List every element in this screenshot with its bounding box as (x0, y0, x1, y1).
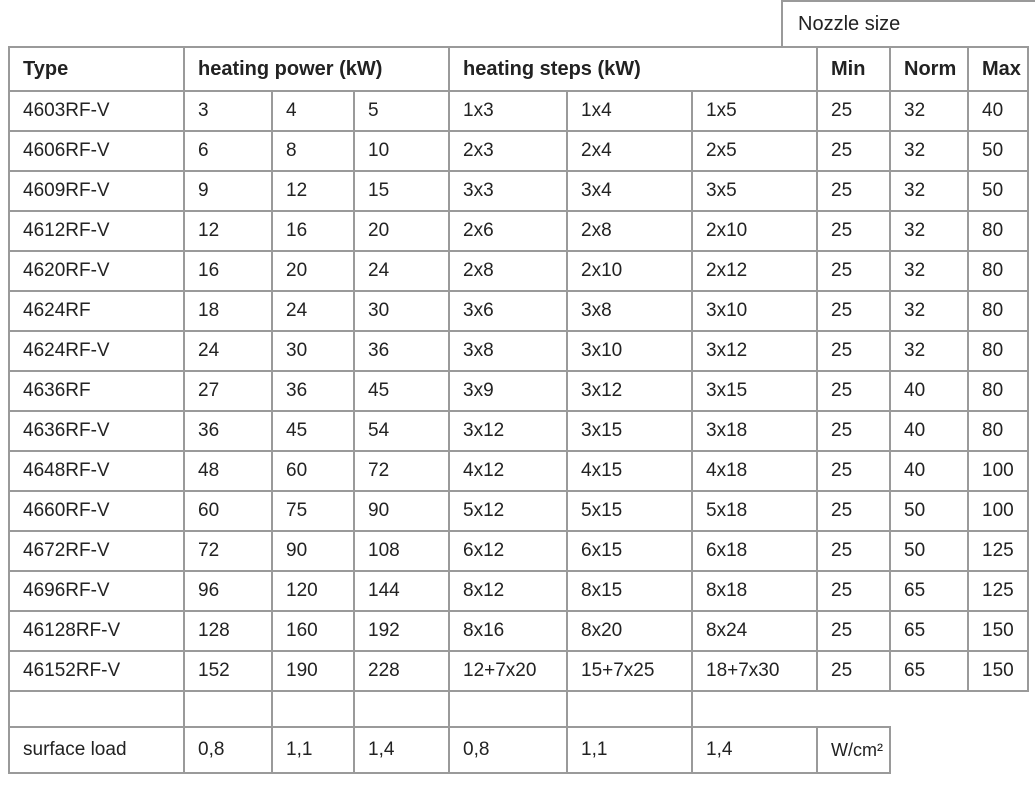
cell-steps-1: 8x12 (449, 571, 567, 611)
cell-power-1: 12 (184, 211, 272, 251)
cell-surface-steps-2: 1,1 (567, 727, 692, 773)
spacer-cell-nozzle-max (968, 691, 1028, 727)
nozzle-size-banner (781, 0, 1035, 46)
cell-nozzle-norm: 32 (890, 251, 968, 291)
table-row (9, 411, 1028, 451)
header-nozzle-norm: Norm (890, 47, 968, 91)
cell-nozzle-norm: 65 (890, 651, 968, 691)
cell-steps-1: 8x16 (449, 611, 567, 651)
cell-power-1: 6 (184, 131, 272, 171)
cell-nozzle-norm: 32 (890, 171, 968, 211)
cell-power-3: 108 (354, 531, 449, 571)
table-row (9, 171, 1028, 211)
cell-power-3: 45 (354, 371, 449, 411)
cell-power-3: 90 (354, 491, 449, 531)
cell-type: 4636RF-V (9, 411, 184, 451)
cell-nozzle-min: 25 (817, 611, 890, 651)
cell-surface-power-2: 1,1 (272, 727, 354, 773)
cell-surface-power-1: 0,8 (184, 727, 272, 773)
cell-nozzle-max: 100 (968, 451, 1028, 491)
cell-steps-3: 2x5 (692, 131, 817, 171)
cell-power-1: 18 (184, 291, 272, 331)
cell-power-2: 24 (272, 291, 354, 331)
cell-type: 4672RF-V (9, 531, 184, 571)
cell-nozzle-min: 25 (817, 531, 890, 571)
table-body (9, 91, 1028, 773)
cell-power-3: 36 (354, 331, 449, 371)
table-row (9, 491, 1028, 531)
cell-nozzle-max: 150 (968, 611, 1028, 651)
cell-steps-3: 4x18 (692, 451, 817, 491)
cell-power-1: 36 (184, 411, 272, 451)
cell-nozzle-min: 25 (817, 651, 890, 691)
cell-steps-1: 3x6 (449, 291, 567, 331)
cell-power-2: 75 (272, 491, 354, 531)
cell-nozzle-max: 40 (968, 91, 1028, 131)
cell-nozzle-norm: 32 (890, 331, 968, 371)
cell-nozzle-min: 25 (817, 491, 890, 531)
table-row (9, 651, 1028, 691)
cell-power-1: 16 (184, 251, 272, 291)
cell-steps-3: 3x15 (692, 371, 817, 411)
cell-power-3: 20 (354, 211, 449, 251)
cell-steps-1: 6x12 (449, 531, 567, 571)
cell-nozzle-max: 125 (968, 531, 1028, 571)
cell-power-1: 60 (184, 491, 272, 531)
cell-power-3: 5 (354, 91, 449, 131)
cell-steps-3: 8x18 (692, 571, 817, 611)
cell-nozzle-max: 150 (968, 651, 1028, 691)
cell-nozzle-min: 25 (817, 371, 890, 411)
spacer-cell-type (9, 691, 184, 727)
cell-nozzle-min: 25 (817, 331, 890, 371)
cell-power-3: 24 (354, 251, 449, 291)
table-header-row (9, 47, 1028, 91)
cell-nozzle-norm: 32 (890, 131, 968, 171)
table-row (9, 211, 1028, 251)
cell-steps-1: 3x9 (449, 371, 567, 411)
cell-type: 4603RF-V (9, 91, 184, 131)
cell-steps-3: 3x5 (692, 171, 817, 211)
cell-power-2: 190 (272, 651, 354, 691)
cell-nozzle-norm: 32 (890, 291, 968, 331)
cell-power-3: 144 (354, 571, 449, 611)
cell-steps-1: 12+7x20 (449, 651, 567, 691)
surface-load-row (9, 727, 1028, 773)
cell-surface-blank-2 (968, 727, 1028, 773)
cell-steps-3: 2x12 (692, 251, 817, 291)
cell-nozzle-max: 80 (968, 371, 1028, 411)
cell-nozzle-norm: 40 (890, 411, 968, 451)
cell-nozzle-max: 50 (968, 131, 1028, 171)
cell-type: 4620RF-V (9, 251, 184, 291)
cell-steps-1: 1x3 (449, 91, 567, 131)
cell-nozzle-max: 125 (968, 571, 1028, 611)
cell-surface-steps-3: 1,4 (692, 727, 817, 773)
table-row (9, 291, 1028, 331)
cell-steps-2: 2x4 (567, 131, 692, 171)
cell-type: 4606RF-V (9, 131, 184, 171)
cell-power-2: 36 (272, 371, 354, 411)
cell-surface-load-label: surface load (9, 727, 184, 773)
cell-nozzle-max: 50 (968, 171, 1028, 211)
cell-power-3: 30 (354, 291, 449, 331)
table-row (9, 451, 1028, 491)
cell-type: 4660RF-V (9, 491, 184, 531)
cell-nozzle-norm: 40 (890, 371, 968, 411)
cell-surface-steps-1: 0,8 (449, 727, 567, 773)
cell-type: 4648RF-V (9, 451, 184, 491)
cell-power-3: 192 (354, 611, 449, 651)
cell-steps-1: 2x8 (449, 251, 567, 291)
cell-steps-1: 2x6 (449, 211, 567, 251)
table-row (9, 371, 1028, 411)
cell-steps-2: 8x20 (567, 611, 692, 651)
cell-nozzle-norm: 50 (890, 491, 968, 531)
table-row (9, 611, 1028, 651)
cell-power-1: 3 (184, 91, 272, 131)
cell-power-2: 12 (272, 171, 354, 211)
cell-power-3: 72 (354, 451, 449, 491)
spacer-cell-power-3 (354, 691, 449, 727)
cell-power-1: 72 (184, 531, 272, 571)
cell-power-1: 9 (184, 171, 272, 211)
cell-nozzle-norm: 32 (890, 91, 968, 131)
cell-steps-2: 6x15 (567, 531, 692, 571)
table-row (9, 571, 1028, 611)
table-row (9, 251, 1028, 291)
cell-power-1: 96 (184, 571, 272, 611)
cell-steps-3: 6x18 (692, 531, 817, 571)
cell-nozzle-norm: 40 (890, 451, 968, 491)
cell-nozzle-max: 80 (968, 411, 1028, 451)
cell-nozzle-max: 80 (968, 251, 1028, 291)
cell-power-1: 128 (184, 611, 272, 651)
cell-nozzle-min: 25 (817, 91, 890, 131)
cell-power-2: 45 (272, 411, 354, 451)
cell-steps-3: 1x5 (692, 91, 817, 131)
cell-steps-1: 4x12 (449, 451, 567, 491)
cell-steps-1: 3x8 (449, 331, 567, 371)
cell-power-2: 30 (272, 331, 354, 371)
cell-nozzle-norm: 50 (890, 531, 968, 571)
cell-surface-unit: W/cm² (817, 727, 890, 773)
cell-steps-2: 1x4 (567, 91, 692, 131)
cell-nozzle-min: 25 (817, 411, 890, 451)
cell-nozzle-max: 100 (968, 491, 1028, 531)
cell-nozzle-min: 25 (817, 251, 890, 291)
cell-steps-2: 3x8 (567, 291, 692, 331)
specifications-table (8, 46, 1029, 774)
cell-steps-2: 5x15 (567, 491, 692, 531)
table-row (9, 531, 1028, 571)
header-nozzle-min: Min (817, 47, 890, 91)
spacer-cell-steps-3 (692, 691, 817, 727)
header-heating-power: heating power (kW) (184, 47, 449, 91)
cell-steps-3: 3x18 (692, 411, 817, 451)
cell-nozzle-min: 25 (817, 451, 890, 491)
spacer-row (9, 691, 1028, 727)
table-row (9, 131, 1028, 171)
cell-steps-1: 3x12 (449, 411, 567, 451)
spacer-cell-power-2 (272, 691, 354, 727)
cell-nozzle-min: 25 (817, 211, 890, 251)
cell-steps-1: 3x3 (449, 171, 567, 211)
cell-steps-3: 18+7x30 (692, 651, 817, 691)
cell-nozzle-min: 25 (817, 171, 890, 211)
cell-steps-3: 3x10 (692, 291, 817, 331)
cell-steps-2: 3x4 (567, 171, 692, 211)
cell-type: 4609RF-V (9, 171, 184, 211)
cell-power-3: 54 (354, 411, 449, 451)
cell-power-3: 15 (354, 171, 449, 211)
cell-power-2: 8 (272, 131, 354, 171)
cell-nozzle-min: 25 (817, 571, 890, 611)
cell-power-2: 90 (272, 531, 354, 571)
cell-nozzle-min: 25 (817, 131, 890, 171)
header-type: Type (9, 47, 184, 91)
cell-power-3: 10 (354, 131, 449, 171)
cell-steps-2: 8x15 (567, 571, 692, 611)
cell-nozzle-max: 80 (968, 211, 1028, 251)
spacer-cell-steps-1 (449, 691, 567, 727)
cell-power-2: 160 (272, 611, 354, 651)
cell-surface-blank-1 (890, 727, 968, 773)
spacer-cell-nozzle-min (817, 691, 890, 727)
cell-steps-3: 2x10 (692, 211, 817, 251)
cell-steps-2: 15+7x25 (567, 651, 692, 691)
cell-nozzle-norm: 65 (890, 571, 968, 611)
table-row (9, 91, 1028, 131)
cell-power-1: 152 (184, 651, 272, 691)
cell-type: 4624RF-V (9, 331, 184, 371)
cell-surface-power-3: 1,4 (354, 727, 449, 773)
header-heating-steps: heating steps (kW) (449, 47, 817, 91)
cell-type: 4696RF-V (9, 571, 184, 611)
cell-type: 4636RF (9, 371, 184, 411)
cell-nozzle-max: 80 (968, 291, 1028, 331)
cell-power-3: 228 (354, 651, 449, 691)
cell-type: 46128RF-V (9, 611, 184, 651)
spacer-cell-nozzle-norm (890, 691, 968, 727)
cell-power-2: 4 (272, 91, 354, 131)
spacer-cell-power-1 (184, 691, 272, 727)
cell-steps-3: 5x18 (692, 491, 817, 531)
cell-power-2: 120 (272, 571, 354, 611)
cell-nozzle-min: 25 (817, 291, 890, 331)
cell-power-2: 20 (272, 251, 354, 291)
cell-steps-2: 3x12 (567, 371, 692, 411)
header-nozzle-max: Max (968, 47, 1028, 91)
cell-steps-3: 3x12 (692, 331, 817, 371)
cell-steps-1: 5x12 (449, 491, 567, 531)
spacer-cell-steps-2 (567, 691, 692, 727)
cell-power-1: 48 (184, 451, 272, 491)
cell-power-1: 24 (184, 331, 272, 371)
cell-steps-2: 3x15 (567, 411, 692, 451)
cell-steps-2: 3x10 (567, 331, 692, 371)
cell-nozzle-norm: 32 (890, 211, 968, 251)
nozzle-size-label: Nozzle size (798, 12, 901, 35)
cell-power-2: 16 (272, 211, 354, 251)
cell-nozzle-norm: 65 (890, 611, 968, 651)
cell-type: 46152RF-V (9, 651, 184, 691)
cell-steps-2: 4x15 (567, 451, 692, 491)
table-row (9, 331, 1028, 371)
cell-steps-2: 2x8 (567, 211, 692, 251)
cell-steps-1: 2x3 (449, 131, 567, 171)
cell-steps-3: 8x24 (692, 611, 817, 651)
cell-type: 4612RF-V (9, 211, 184, 251)
cell-steps-2: 2x10 (567, 251, 692, 291)
cell-power-2: 60 (272, 451, 354, 491)
cell-power-1: 27 (184, 371, 272, 411)
cell-nozzle-max: 80 (968, 331, 1028, 371)
cell-type: 4624RF (9, 291, 184, 331)
